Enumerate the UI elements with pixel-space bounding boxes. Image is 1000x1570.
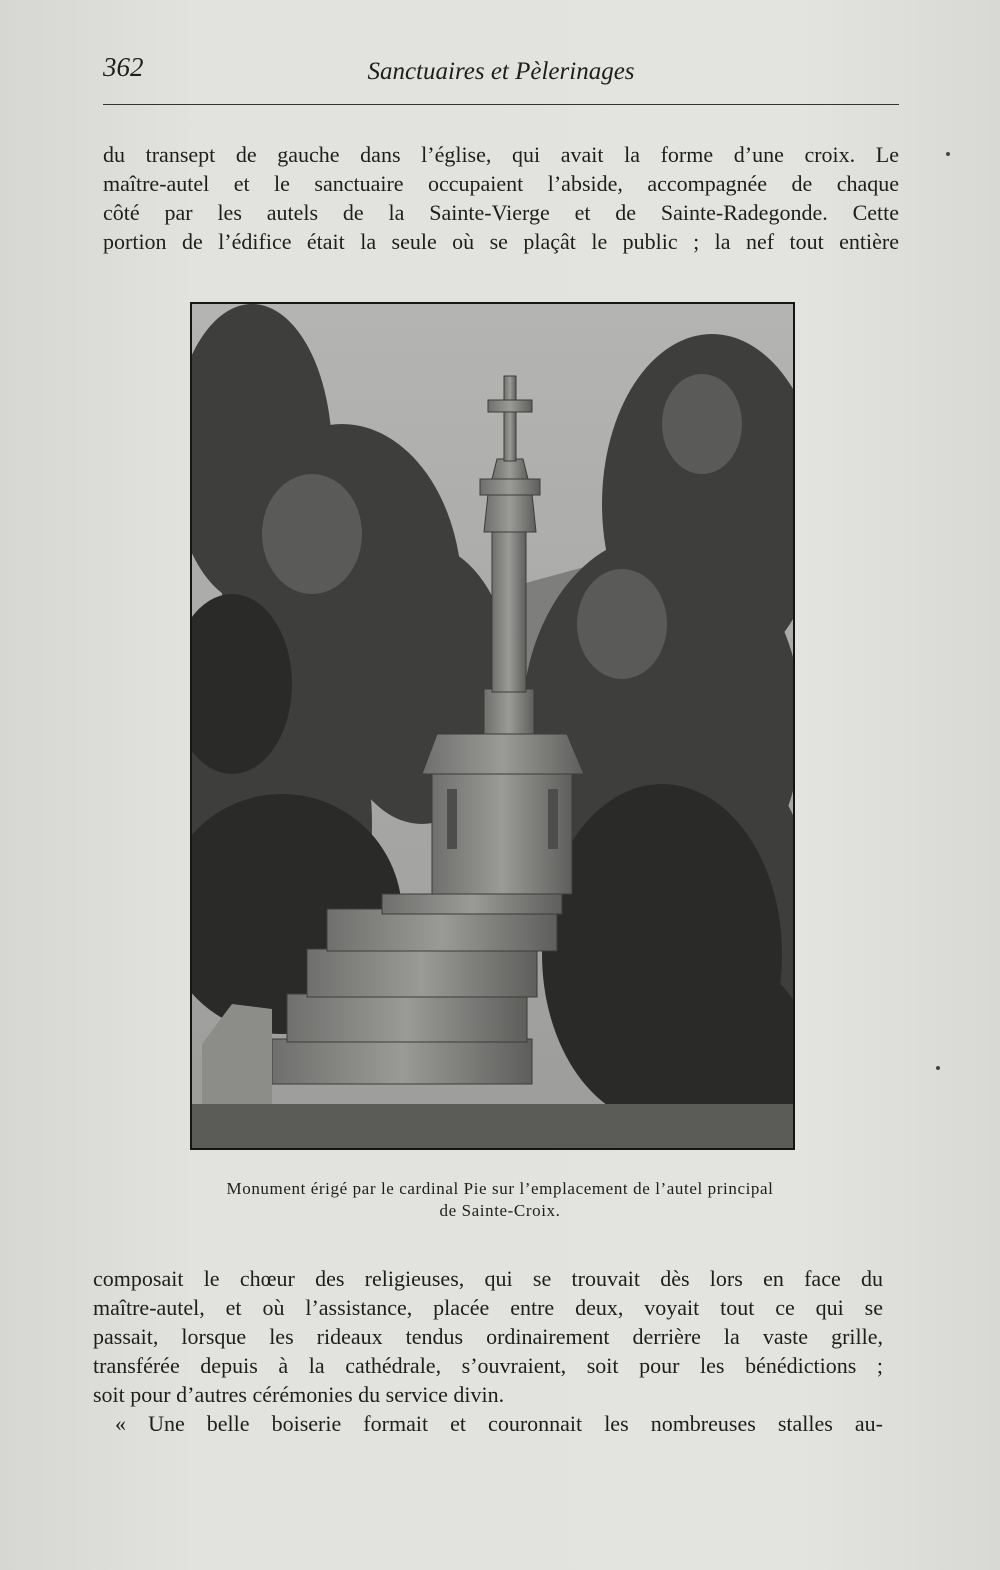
text-line: « Une belle boiserie formait et couronnait les nombreuses stalles au- — [115, 1411, 883, 1436]
page-number: 362 — [103, 52, 144, 82]
print-speck — [936, 1066, 940, 1070]
text-line: portion de l’édifice était la seule où se plaçât le public ; la nef tout entière — [103, 229, 899, 254]
caption-line: Monument érigé par le cardinal Pie sur l’emplacement de l’autel principal — [226, 1179, 774, 1198]
running-title: Sanctuaires et Pèlerinages — [367, 58, 635, 85]
text-line: du transept de gauche dans l’église, qui avait la forme d’une croix. Le — [103, 142, 899, 167]
figure-caption — [120, 1178, 880, 1222]
text-line: maître-autel, et où l’assistance, placée entre deux, voyait tout ce qui se — [93, 1295, 883, 1320]
page-header — [103, 52, 899, 92]
text-line: maître-autel et le sanctuaire occupaient l’abside, accompagnée de chaque — [103, 171, 899, 196]
paragraph-middle — [93, 1264, 883, 1409]
text-line: passait, lorsque les rideaux tendus ordinairement derrière la vaste grille, — [93, 1324, 883, 1349]
text-line: côté par les autels de la Sainte-Vierge et de Sainte-Radegonde. Cette — [103, 200, 899, 225]
text-line: soit pour d’autres cérémonies du service divin. — [93, 1382, 505, 1407]
caption-line: de Sainte-Croix. — [439, 1201, 561, 1220]
paragraph-bottom — [93, 1409, 883, 1438]
monument-illustration — [192, 304, 793, 1148]
print-speck — [946, 152, 950, 156]
paragraph-top — [103, 140, 899, 256]
text-line: transférée depuis à la cathédrale, s’ouvraient, soit pour les bénédictions ; — [93, 1353, 883, 1378]
monument-photograph — [190, 302, 795, 1150]
header-rule — [103, 104, 899, 105]
text-line: composait le chœur des religieuses, qui se trouvait dès lors en face du — [93, 1266, 883, 1291]
